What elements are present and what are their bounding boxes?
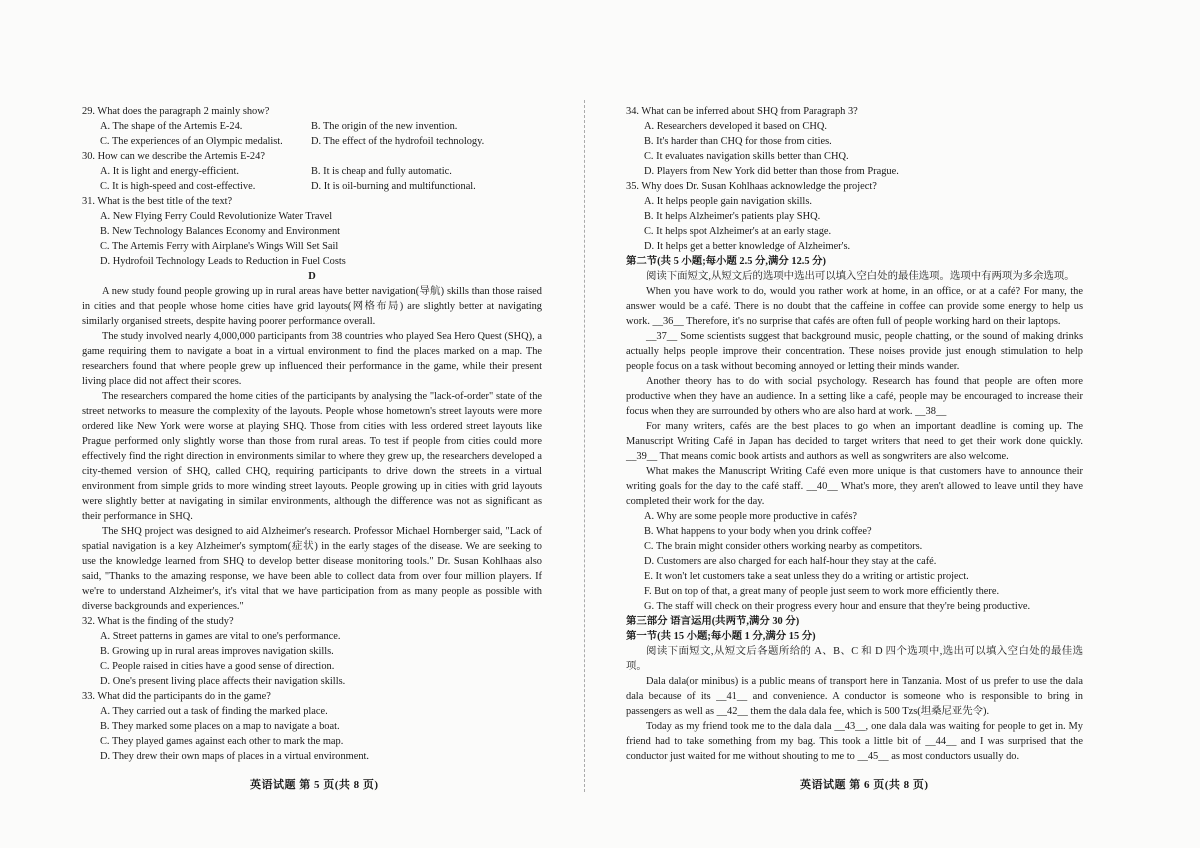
option: C. The experiences of an Olympic medalist. <box>100 136 283 147</box>
right-column <box>626 104 1083 764</box>
question-30: 30. How can we describe the Artemis E-24? <box>82 151 265 162</box>
passage-paragraph: The SHQ project was designed to aid Alzheimer's research. Professor Michael Hornberger said, "Lack of spatial navigation is a key Alzheimer's symptom(症状) in the early stages of the disease. We are seeking to use the knowledge learned from SHQ to develop better disease monitoring tools." Dr. Susan Kohlhaas also said, "Thanks to the amazing response, we have been able to collect data from over four million players. If we're to understand Alzheimer's, it's vital that we have participation from as many people as possible with diverse backgrounds and experiences." <box>82 526 542 612</box>
passage-paragraph: What makes the Manuscript Writing Café even more unique is that customers have to announce their writing goals for the day to the café staff. __40__ What's more, they aren't allowed to leave until they have completed their work for the day. <box>626 466 1083 507</box>
option: D. Customers are also charged for each half-hour they stay at the café. <box>644 556 937 567</box>
section-1-heading: 第一节(共 15 小题;每小题 1 分,满分 15 分) <box>626 631 816 642</box>
part-3-heading: 第三部分 语言运用(共两节,满分 30 分) <box>626 616 800 627</box>
option: C. They played games against each other to mark the map. <box>100 736 344 747</box>
option: A. Researchers developed it based on CHQ. <box>644 121 827 132</box>
option: D. They drew their own maps of places in a virtual environment. <box>100 751 370 762</box>
question-33: 33. What did the participants do in the game? <box>82 691 271 702</box>
option: A. They carried out a task of finding the marked place. <box>100 706 328 717</box>
question-31: 31. What is the best title of the text? <box>82 196 233 207</box>
question-35-options <box>626 194 1083 254</box>
section-heading-d: D <box>308 271 316 282</box>
question-34-options <box>626 119 1083 179</box>
passage-paragraph: The researchers compared the home cities of the participants by analysing the "lack-of-order" state of the street networks to measure the complexity of the layouts. People whose hometown's street layouts were more ordered like New York were worse at playing SHQ. Those from cities with less ordered street layouts like Prague performed only slightly worse than those from rural areas. To test if people from cities could more effectively find the right direction in environments similar to where they grew up, the researchers developed a city-themed version of SHQ, called CHQ, requiring participants to drive down the streets in a virtual environment from simple grids to more winding street layouts. People growing up in cities with grid layouts were slightly better at navigating in similar environments, although the difference was not as significant as their performance in SHQ. <box>82 391 542 522</box>
option: C. The Artemis Ferry with Airplane's Wings Will Set Sail <box>100 241 339 252</box>
passage-paragraph: __37__ Some scientists suggest that background music, people chatting, or the sound of making drinks actually helps people improve their concentration. These noises provide just enough stimulation to help people focus on a task without becoming annoyed or letting their minds wander. <box>626 331 1083 372</box>
option: G. The staff will check on their progress every hour and ensure that they're being productive. <box>644 601 1031 612</box>
option: D. Hydrofoil Technology Leads to Reduction in Fuel Costs <box>100 256 346 267</box>
question-29-options <box>82 119 542 149</box>
column-divider <box>584 100 585 792</box>
option: B. They marked some places on a map to navigate a boat. <box>100 721 340 732</box>
passage-paragraph: A new study found people growing up in rural areas have better navigation(导航) skills than those raised in cities and that people whose home cities have grid layouts(网格布局) are slightly better at navigating similarly organised streets, despite having poorer performance overall. <box>82 286 542 327</box>
option: B. Growing up in rural areas improves navigation skills. <box>100 646 334 657</box>
question-29: 29. What does the paragraph 2 mainly show? <box>82 106 270 117</box>
option: C. It helps spot Alzheimer's at an early stage. <box>644 226 832 237</box>
option: D. One's present living place affects their navigation skills. <box>100 676 346 687</box>
option: B. What happens to your body when you drink coffee? <box>644 526 872 537</box>
left-column <box>82 104 542 764</box>
page-footer-right: 英语试题 第 6 页(共 8 页) <box>800 779 929 791</box>
passage-paragraph: For many writers, cafés are the best places to go when an important deadline is coming up. The Manuscript Writing Café in Japan has decided to target writers that need to get their work done quickly. __39__ That means comic book artists and authors as well as songwriters are also welcome. <box>626 421 1083 462</box>
passage-paragraph: Dala dala(or minibus) is a public means of transport here in Tanzania. Most of us prefer to use the dala dala because of its __41__ and convenience. A conductor is someone who is responsible to bring in passengers as well as __42__ them the dala dala fee, which is 500 Tzs(坦桑尼亚先令). <box>626 676 1083 717</box>
passage-paragraph: Another theory has to do with social psychology. Research has found that people are often more productive when they have an audience. In a setting like a café, people may be encouraged to increase their focus when they are surrounded by others who are also hard at work. __38__ <box>626 376 1083 417</box>
option: C. People raised in cities have a good sense of direction. <box>100 661 335 672</box>
section-2-heading: 第二节(共 5 小题;每小题 2.5 分,满分 12.5 分) <box>626 256 827 267</box>
option: B. It helps Alzheimer's patients play SHQ. <box>644 211 821 222</box>
passage-paragraph: Today as my friend took me to the dala dala __43__, one dala dala was waiting for people to get in. My friend had to take something from my bag. This took a little bit of __44__ and I was surprised that the conductor just waited for me without shouting to me to __45__ as most conductors usually do. <box>626 721 1083 762</box>
question-34: 34. What can be inferred about SHQ from Paragraph 3? <box>626 106 858 117</box>
option: B. The origin of the new invention. <box>311 121 458 132</box>
option: F. But on top of that, a great many of people just seem to work more efficiently there. <box>644 586 1000 597</box>
option: D. Players from New York did better than those from Prague. <box>644 166 899 177</box>
question-32: 32. What is the finding of the study? <box>82 616 234 627</box>
option: B. New Technology Balances Economy and Environment <box>100 226 341 237</box>
option: A. It helps people gain navigation skills. <box>644 196 812 207</box>
option: B. It is cheap and fully automatic. <box>311 166 452 177</box>
question-32-options <box>82 629 542 689</box>
question-31-options <box>82 209 542 269</box>
option: D. It helps get a better knowledge of Alzheimer's. <box>644 241 851 252</box>
option: E. It won't let customers take a seat unless they do a writing or artistic project. <box>644 571 969 582</box>
option: B. It's harder than CHQ for those from cities. <box>644 136 832 147</box>
option: C. It evaluates navigation skills better than CHQ. <box>644 151 849 162</box>
question-35: 35. Why does Dr. Susan Kohlhaas acknowledge the project? <box>626 181 877 192</box>
option: A. New Flying Ferry Could Revolutionize Water Travel <box>100 211 333 222</box>
option: A. Street patterns in games are vital to one's performance. <box>100 631 341 642</box>
question-33-options <box>82 704 542 764</box>
section-2-options <box>626 509 1083 614</box>
question-30-options <box>82 164 542 194</box>
option: A. The shape of the Artemis E-24. <box>100 121 243 132</box>
option: A. It is light and energy-efficient. <box>100 166 239 177</box>
option: D. The effect of the hydrofoil technology. <box>311 136 485 147</box>
option: A. Why are some people more productive in cafés? <box>644 511 858 522</box>
passage-paragraph: The study involved nearly 4,000,000 participants from 38 countries who played Sea Hero Quest (SHQ), a game requiring them to navigate a boat in a virtual environment to find the places marked on a map. The researchers found that where people grew up influenced their performance in the game, while their present living place did not affect their scores. <box>82 331 542 387</box>
option: D. It is oil-burning and multifunctional. <box>311 181 476 192</box>
page-footer-left: 英语试题 第 5 页(共 8 页) <box>250 779 379 791</box>
option: C. It is high-speed and cost-effective. <box>100 181 256 192</box>
passage-paragraph: When you have work to do, would you rather work at home, in an office, or at a café? For many, the answer would be a café. There is no doubt that the caffeine in coffee can provide some energy to help us work. __36__ Therefore, it's no surprise that cafés are often full of people working hard on their laptops. <box>626 286 1083 327</box>
option: C. The brain might consider others working nearby as competitors. <box>644 541 923 552</box>
section-1-instructions: 阅读下面短文,从短文后各题所给的 A、B、C 和 D 四个选项中,选出可以填入空白处的最佳选项。 <box>626 646 1083 672</box>
section-2-instructions: 阅读下面短文,从短文后的选项中选出可以填入空白处的最佳选项。选项中有两项为多余选项。 <box>646 271 1075 282</box>
